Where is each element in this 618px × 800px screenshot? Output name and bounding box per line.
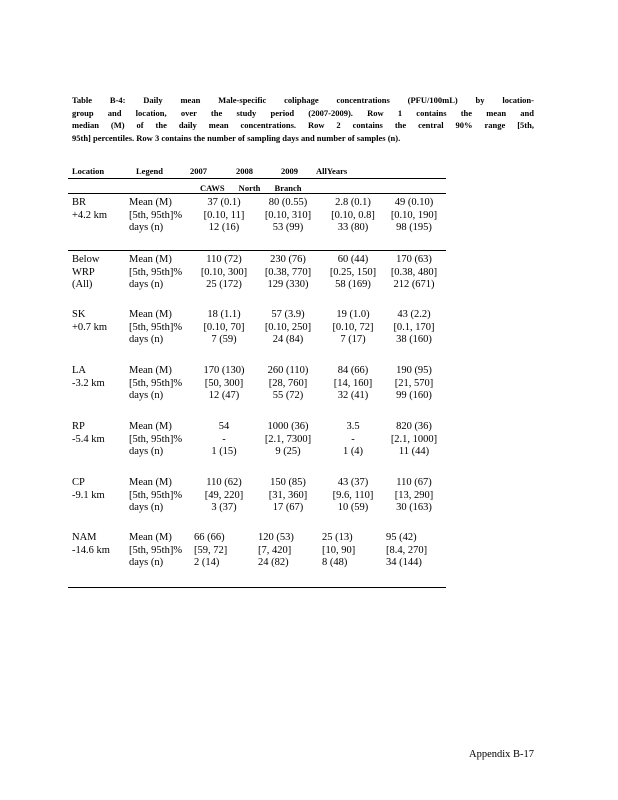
legend-cell: Mean (M) [129,309,172,320]
cell-allyears: 34 (144) [386,557,422,569]
cell-allyears: 30 (163) [396,502,432,514]
legend-cell: [5th, 95th]% [129,489,183,501]
cell-2009: 60 (44) [337,254,369,265]
cell-allyears: 43 (2.2) [397,309,431,320]
location-cell: BR [72,197,87,208]
cell-allyears: 11 (44) [398,446,430,458]
location-cell: -9.1 km [72,489,105,501]
header-2009: 2009 [281,166,298,176]
cell-2008: 260 (110) [267,365,309,376]
location-cell: +0.7 km [72,321,108,333]
cell-2007: - [222,433,226,445]
location-cell: WRP [72,266,95,278]
table-caption [72,94,534,144]
cell-allyears: 95 (42) [386,532,417,543]
location-cell: RP [72,421,85,432]
cell-2009: [14, 160] [333,377,373,389]
legend-cell: days (n) [129,502,164,514]
legend-cell: Mean (M) [129,421,172,432]
cell-2008: 129 (330) [267,279,309,291]
location-cell: -3.2 km [72,377,105,389]
location-cell: CP [72,477,85,488]
cell-2008: 53 (99) [272,222,304,234]
cell-2007: 110 (62) [206,477,242,488]
cell-2008: 120 (53) [258,532,294,543]
cell-2007: 25 (172) [206,279,242,291]
legend-cell: days (n) [129,557,164,569]
group-label: CAWS North Branch [200,183,302,193]
table-bottom-rule [68,587,446,588]
cell-2009: 58 (169) [335,279,371,291]
legend-cell: days (n) [129,334,164,346]
header-legend: Legend [136,166,163,176]
location-cell: -14.6 km [72,544,110,556]
location-cell: Below [72,254,100,265]
cell-2008: 1000 (36) [267,421,309,432]
cell-2008: 24 (82) [258,557,289,569]
cell-allyears: 98 (195) [396,222,432,234]
caption-line: median (M) of the daily mean concentrations. Row 2 contains the central 90% range [5th, [72,120,534,130]
header-allyears: AllYears [316,166,348,176]
legend-cell: days (n) [129,446,164,458]
cell-allyears: [8.4, 270] [386,544,428,556]
cell-2009: 32 (41) [337,390,369,402]
legend-cell: Mean (M) [129,365,172,376]
cell-allyears: [0.1, 170] [393,321,435,333]
cell-2007: 12 (16) [208,222,240,234]
cell-2009: 3.5 [346,421,360,432]
legend-cell: [5th, 95th]% [129,209,183,221]
cell-2008: 150 (85) [270,477,306,488]
location-cell: LA [72,365,86,376]
legend-cell: Mean (M) [129,532,172,543]
cell-2008: [0.38, 770] [264,266,312,278]
cell-2008: 17 (67) [272,502,304,514]
cell-2007: 18 (1.1) [207,309,241,320]
cell-allyears: 49 (0.10) [394,197,434,208]
header-rule [68,178,446,179]
cell-2007: 110 (72) [206,254,242,265]
cell-2007: [49, 220] [204,489,244,501]
cell-2008: [7, 420] [258,544,292,556]
cell-allyears: 99 (160) [396,390,432,402]
cell-2009: 43 (37) [337,477,369,488]
cell-2007: 7 (59) [211,334,237,346]
cell-allyears: [21, 570] [394,377,434,389]
header-2008: 2008 [236,166,253,176]
legend-cell: [5th, 95th]% [129,544,183,556]
cell-2009: [10, 90] [322,544,356,556]
cell-2007: 170 (130) [203,365,245,376]
cell-allyears: 170 (63) [396,254,432,265]
cell-allyears: 190 (95) [396,365,432,376]
cell-2007: [50, 300] [204,377,244,389]
cell-allyears: 38 (160) [396,334,432,346]
cell-2007: [0.10, 300] [200,266,248,278]
cell-2007: 1 (15) [211,446,237,458]
cell-2009: [0.10, 72] [332,321,374,333]
legend-cell: [5th, 95th]% [129,266,183,278]
location-cell: +4.2 km [72,209,108,221]
legend-cell: Mean (M) [129,477,172,488]
location-cell: (All) [72,279,93,291]
cell-2009: 8 (48) [322,557,348,569]
cell-2008: [0.10, 250] [264,321,312,333]
cell-2008: [2.1, 7300] [264,433,312,445]
legend-cell: days (n) [129,390,164,402]
cell-allyears: [0.38, 480] [390,266,438,278]
legend-cell: Mean (M) [129,197,172,208]
cell-2009: 25 (13) [322,532,353,543]
legend-cell: Mean (M) [129,254,172,265]
cell-allyears: [2.1, 1000] [390,433,438,445]
cell-2009: 1 (4) [342,446,364,458]
group-rule [68,193,446,194]
cell-2007: 12 (47) [208,390,240,402]
cell-2009: 19 (1.0) [336,309,370,320]
cell-allyears: 212 (671) [393,279,435,291]
cell-allyears: [13, 290] [394,489,434,501]
cell-2008: 57 (3.9) [271,309,305,320]
cell-2009: [0.10, 0.8] [331,209,375,221]
cell-allyears: 820 (36) [396,421,432,432]
location-cell: SK [72,309,86,320]
cell-allyears: 110 (67) [396,477,432,488]
cell-2008: 24 (84) [272,334,304,346]
cell-2009: 33 (80) [337,222,369,234]
section-rule [68,250,446,251]
cell-2008: 230 (76) [270,254,306,265]
cell-2007: 54 [218,421,230,432]
cell-2009: - [351,433,355,445]
cell-2007: [0.10, 70] [203,321,245,333]
header-location: Location [72,166,105,176]
cell-2009: 2.8 (0.1) [335,197,371,208]
cell-2009: [9.6, 110] [332,489,374,501]
cell-2007: 3 (37) [211,502,237,514]
legend-cell: days (n) [129,222,164,234]
caption-line: Table B-4: Daily mean Male-specific coliphage concentrations (PFU/100mL) by location- [72,95,534,105]
location-cell: NAM [72,532,97,543]
caption-line: 95th] percentiles. Row 3 contains the number of sampling days and number of samples (n). [72,132,401,143]
cell-2007: 2 (14) [194,557,220,569]
legend-cell: [5th, 95th]% [129,433,183,445]
cell-2009: [0.25, 150] [329,266,377,278]
page-footer: Appendix B-17 [469,749,535,760]
cell-2008: [31, 360] [268,489,308,501]
cell-2008: [28, 760] [268,377,308,389]
cell-2009: 10 (59) [337,502,369,514]
cell-2007: [59, 72] [194,544,228,556]
caption-line: group and location, over the study period (2007-2009). Row 1 contains the mean and [72,107,534,118]
legend-cell: [5th, 95th]% [129,321,183,333]
cell-2008: [0.10, 310] [264,209,312,221]
cell-2008: 80 (0.55) [268,197,308,208]
cell-2009: 84 (66) [337,365,369,376]
legend-cell: [5th, 95th]% [129,377,183,389]
cell-allyears: [0.10, 190] [390,209,438,221]
location-cell: -5.4 km [72,433,105,445]
cell-2007: 66 (66) [194,532,225,543]
header-2007: 2007 [190,166,207,176]
cell-2008: 55 (72) [272,390,304,402]
cell-2007: 37 (0.1) [207,197,241,208]
cell-2007: [0.10, 11] [203,209,245,221]
legend-cell: days (n) [129,279,164,291]
cell-2009: 7 (17) [340,334,366,346]
cell-2008: 9 (25) [275,446,301,458]
